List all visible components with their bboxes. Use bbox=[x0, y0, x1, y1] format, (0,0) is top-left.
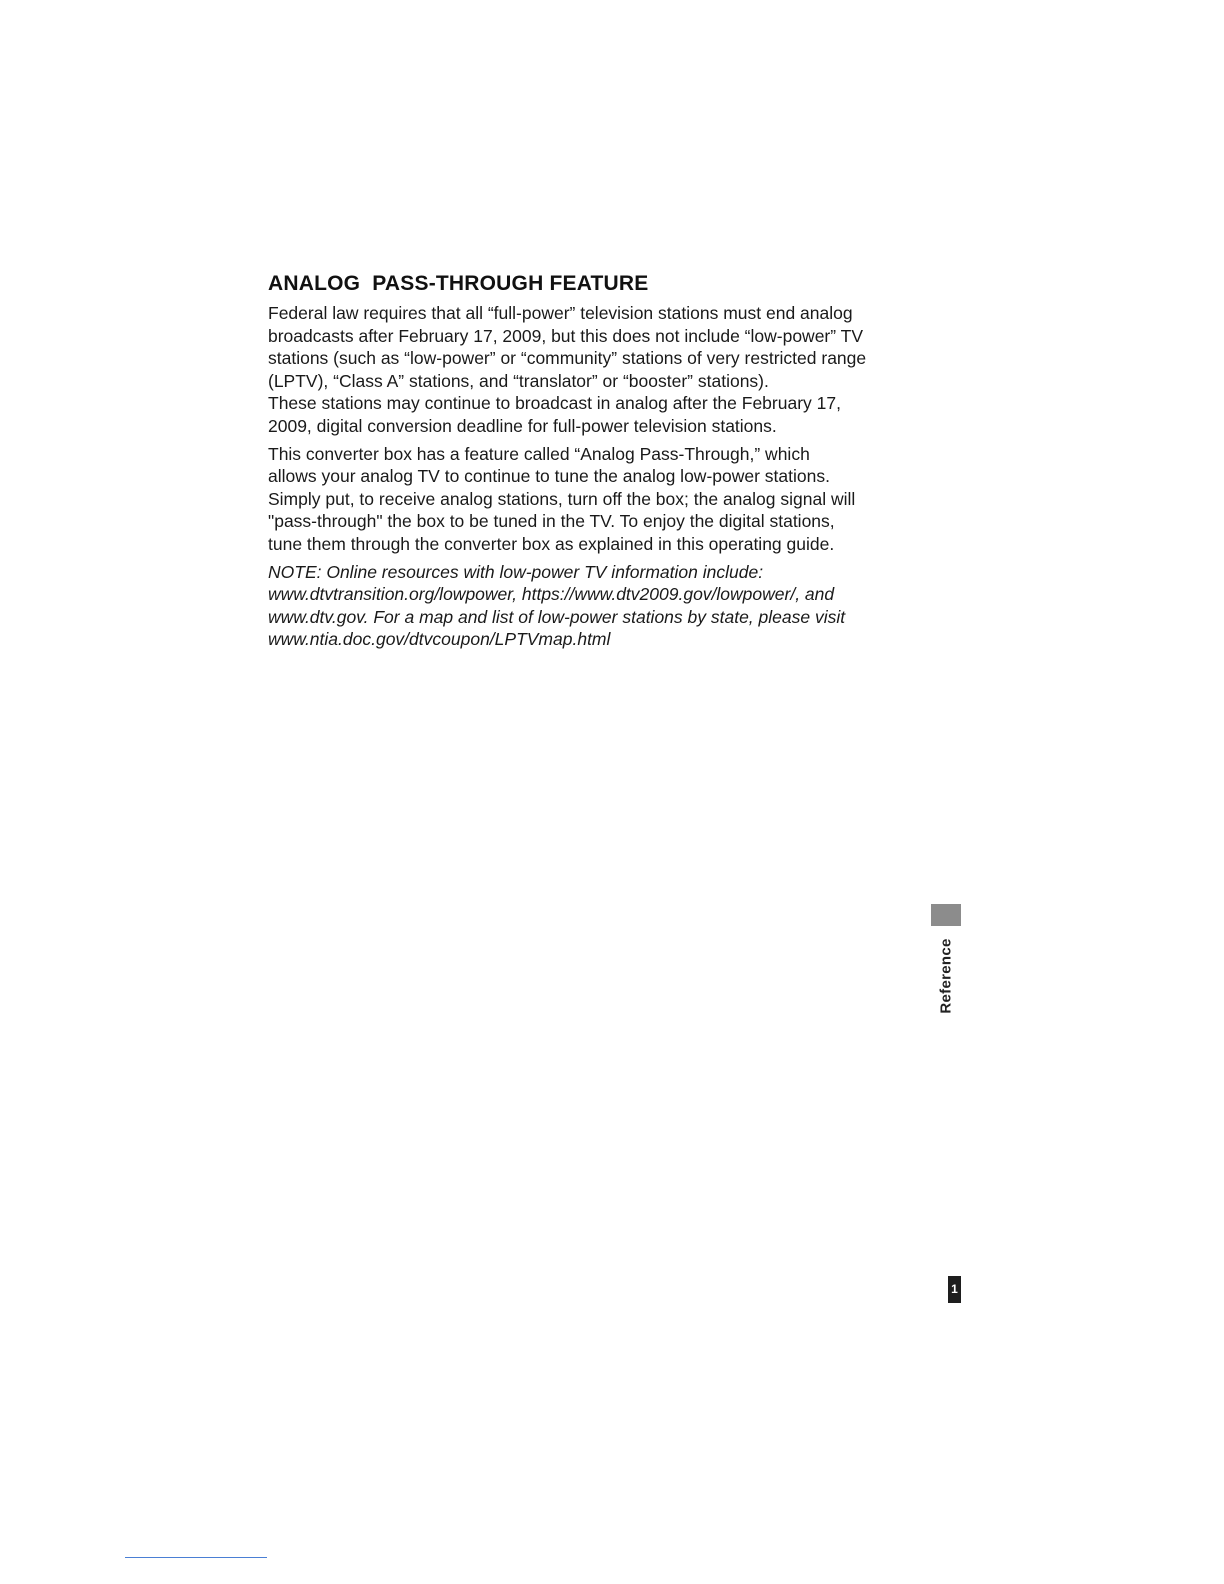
text-line: Simply put, to receive analog stations, turn off the box; the analog signal will bbox=[268, 488, 856, 509]
text-line: broadcasts after February 17, 2009, but this does not include “low-power” TV bbox=[268, 325, 863, 346]
footer-divider bbox=[125, 1557, 267, 1558]
text-line: (LPTV), “Class A” stations, and “translator” or “booster” stations). bbox=[268, 370, 769, 391]
text-line: allows your analog TV to continue to tune the analog low-power stations. bbox=[268, 466, 830, 487]
text-line: tune them through the converter box as explained in this operating guide. bbox=[268, 533, 835, 554]
text-line: This converter box has a feature called “Analog Pass-Through,” which bbox=[268, 443, 810, 464]
text-line: stations (such as “low-power” or “community” stations of very restricted range bbox=[268, 348, 867, 369]
tab-marker-block bbox=[931, 904, 961, 926]
note-resources bbox=[268, 561, 928, 651]
text-line: "pass-through" the box to be tuned in the TV. To enjoy the digital stations, bbox=[268, 511, 835, 532]
paragraph-pass-through bbox=[268, 443, 928, 556]
note-line: www.dtv.gov. For a map and list of low-power stations by state, please visit bbox=[268, 606, 846, 627]
section-side-tab bbox=[931, 904, 961, 1014]
tab-label-container bbox=[934, 934, 958, 1018]
note-line: www.dtvtransition.org/lowpower, https://www.dtv2009.gov/lowpower/, and bbox=[268, 584, 835, 605]
text-line: These stations may continue to broadcast in analog after the February 17, bbox=[268, 393, 841, 414]
note-line: NOTE: Online resources with low-power TV information include: bbox=[268, 561, 764, 582]
page-number-marker: 1 bbox=[948, 1276, 961, 1303]
text-line: 2009, digital conversion deadline for full-power television stations. bbox=[268, 415, 777, 436]
paragraph-federal-law bbox=[268, 302, 928, 438]
tab-label-reference: Reference bbox=[937, 938, 955, 1014]
section-heading: ANALOG PASS-THROUGH FEATURE bbox=[268, 272, 649, 295]
main-content bbox=[268, 272, 928, 651]
note-line: www.ntia.doc.gov/dtvcoupon/LPTVmap.html bbox=[268, 629, 611, 650]
text-line: Federal law requires that all “full-power” television stations must end analog bbox=[268, 303, 853, 323]
